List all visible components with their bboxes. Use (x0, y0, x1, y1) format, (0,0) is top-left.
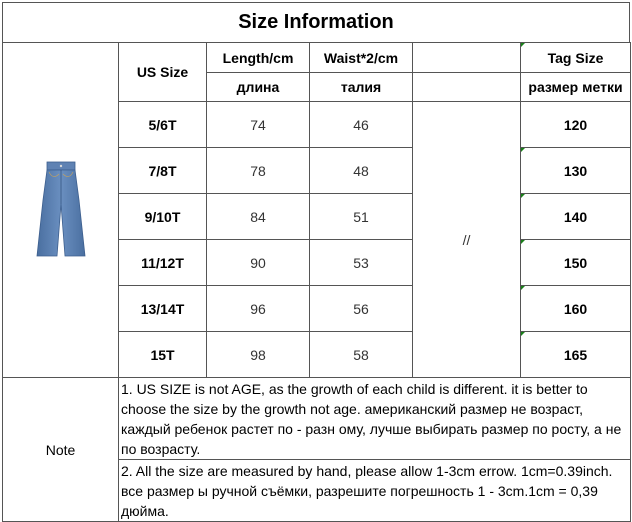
header-empty-ru (413, 73, 521, 102)
waist-cell: 46 (310, 102, 413, 148)
header-length-ru: длина (207, 73, 310, 102)
length-cell: 84 (207, 194, 310, 240)
product-image-cell (3, 43, 119, 378)
waist-cell: 58 (310, 332, 413, 378)
header-length: Length/cm (207, 43, 310, 73)
waist-cell: 48 (310, 148, 413, 194)
us-size-cell: 15T (119, 332, 207, 378)
us-size-cell: 9/10T (119, 194, 207, 240)
tag-size-cell: 140 (521, 194, 631, 240)
us-size-cell: 7/8T (119, 148, 207, 194)
us-size-cell: 5/6T (119, 102, 207, 148)
note-label: Note (3, 378, 119, 522)
note-row (3, 378, 631, 460)
note-item: 2. All the size are measured by hand, please allow 1-3cm errow. 1cm=0.39inch. все размер ы ручной съёмки, разрешите погрешность 1 - 3cm.1cm = 0,39 дюйма. (119, 460, 631, 522)
us-size-cell: 13/14T (119, 286, 207, 332)
length-cell: 98 (207, 332, 310, 378)
waist-cell: 56 (310, 286, 413, 332)
tag-size-cell: 120 (521, 102, 631, 148)
us-size-cell: 11/12T (119, 240, 207, 286)
waist-cell: 53 (310, 240, 413, 286)
header-empty (413, 43, 521, 73)
tag-size-cell: 130 (521, 148, 631, 194)
length-cell: 90 (207, 240, 310, 286)
tag-size-cell: 160 (521, 286, 631, 332)
extra-column-cell: // (413, 102, 521, 378)
note-item: 1. US SIZE is not AGE, as the growth of each child is different. it is better to choose the size by the growth not age. американский размер не возраст, каждый ребенок растет по - разн ому, лучше выбирать размер по росту, а не по возрасту. (119, 378, 631, 460)
length-cell: 96 (207, 286, 310, 332)
length-cell: 74 (207, 102, 310, 148)
length-cell: 78 (207, 148, 310, 194)
size-table (2, 42, 631, 522)
page-title: Size Information (2, 2, 630, 42)
jeans-icon (33, 160, 89, 260)
header-tag-ru: размер метки (521, 73, 631, 102)
header-waist-ru: талия (310, 73, 413, 102)
tag-size-cell: 150 (521, 240, 631, 286)
tag-size-cell: 165 (521, 332, 631, 378)
header-us-size: US Size (119, 43, 207, 102)
header-tag: Tag Size (521, 43, 631, 73)
header-waist: Waist*2/cm (310, 43, 413, 73)
waist-cell: 51 (310, 194, 413, 240)
